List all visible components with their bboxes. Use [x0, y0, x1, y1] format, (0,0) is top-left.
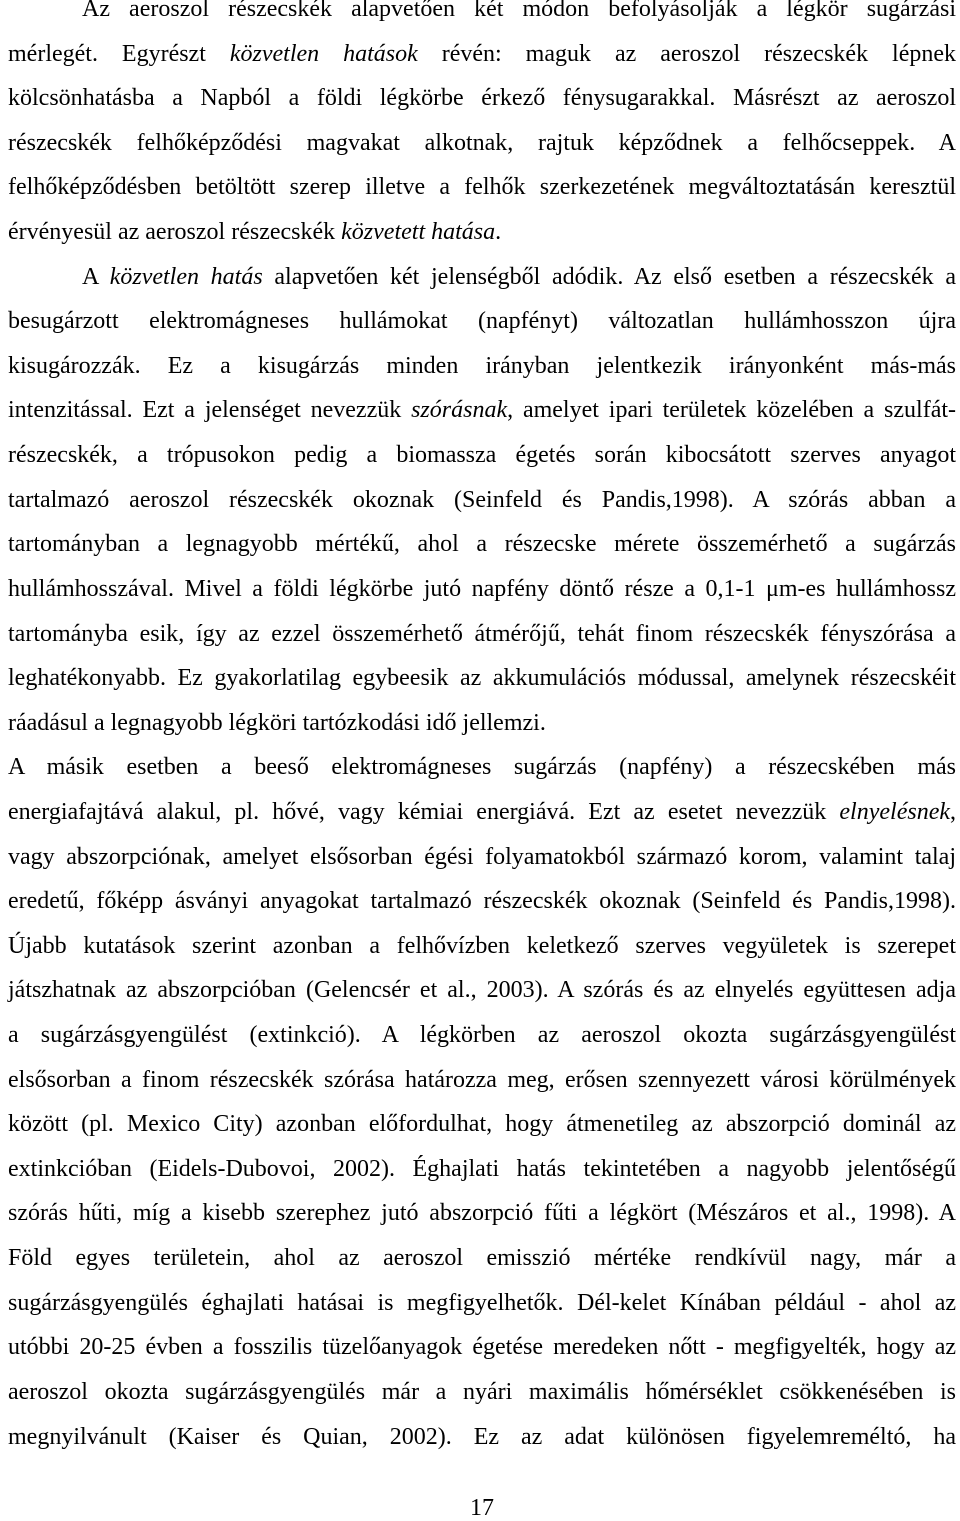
text-segment: szórás hűti, míg a kisebb szerephez jutó abszorpció fűti a légkört (Mészáros et al., 1998). A [8, 1200, 956, 1227]
text-line [8, 531, 956, 581]
text-line [8, 129, 956, 180]
text-segment: . [495, 219, 502, 246]
text-segment: extinkcióban (Eidels-Dubovoi, 2002). Éghajlati hatás tekintetében a nagyobb jelentőségű [8, 1155, 956, 1182]
text-line [8, 1022, 956, 1072]
text-segment: besugárzott elektromágneses hullámokat (napfényt) változatlan hullámhosszon újra [8, 308, 956, 335]
text-segment: eredetű, főképp ásványi anyagokat tartalmazó részecskék okoznak (Seinfeld és Pandis,1998). [8, 888, 956, 915]
text-segment: játszhatnak az abszorpcióban (Gelencsér et al., 2003). A szórás és az elnyelés együttesen adja [8, 977, 956, 1004]
text-segment: érvényesül az aeroszol részecskék [8, 219, 342, 246]
text-segment: sugárzásgyengülés éghajlati hatásai is megfigyelhetők. Dél-kelet Kínában például - ahol az [8, 1289, 956, 1316]
text-line [8, 1155, 956, 1206]
text-line [8, 85, 956, 135]
italic-term: közvetlen hatások [229, 40, 418, 67]
text-line [8, 620, 956, 671]
paragraph [8, 754, 956, 1473]
text-line [8, 442, 956, 492]
italic-term: közvetett hatása [341, 219, 496, 246]
text-line [8, 397, 957, 447]
text-segment: aeroszol okozta sugárzásgyengülés már a nyári maximális hőmérséklet csökkenésében is [8, 1378, 956, 1405]
text-segment: részecskék felhőképződési magvakat alkotnak, rajtuk képződnek a felhőcseppek. A [8, 129, 956, 156]
text-segment: Újabb kutatások szerint azonban a felhővízben keletkező szerves vegyületek is szerepet [8, 932, 956, 959]
text-segment: kisugározzák. Ez a kisugárzás minden irányban jelentkezik irányonként más-más [8, 352, 956, 379]
text-segment: energiafajtává alakul, pl. hővé, vagy kémiai energiává. Ezt az esetet nevezzük [8, 798, 840, 825]
text-line [8, 575, 956, 626]
text-line [8, 1245, 956, 1295]
text-line [8, 40, 957, 91]
text-segment: révén: maguk az aeroszol részecskék lépnek [417, 40, 957, 67]
text-segment: intenzitással. Ezt a jelenséget nevezzük [8, 397, 412, 424]
text-segment: A másik esetben a beeső elektromágneses sugárzás (napfény) a részecskében más [8, 754, 956, 781]
text-segment: tartalmazó aeroszol részecskék okoznak (Seinfeld és Pandis,1998). A szórás abban a [8, 486, 956, 513]
italic-term: elnyelésnek [839, 798, 950, 825]
text-segment: tartományban a legnagyobb mértékű, ahol a részecske mérete összemérhető a sugárzás [8, 531, 956, 558]
text-line [8, 1378, 956, 1429]
paragraph [8, 1, 956, 269]
text-segment: alapvetően két jelenségből adódik. Az első esetben a részecskék a [262, 263, 956, 290]
text-segment: Föld egyes területein, ahol az aeroszol emisszió mértéke rendkívül nagy, már a [8, 1245, 956, 1272]
text-line [8, 1334, 956, 1384]
text-line [8, 1, 956, 46]
text-segment: hullámhosszával. Mivel a földi légkörbe jutó napfény döntő része a 0,1-1 μm-es hullámhossz [8, 575, 956, 602]
text-segment: Az aeroszol részecskék alapvetően két módon befolyásolják a légkör sugárzási [82, 0, 956, 22]
text-line [8, 665, 956, 715]
body-text [8, 1, 956, 1473]
text-line [8, 219, 956, 269]
text-line [8, 932, 956, 983]
text-line [8, 843, 956, 894]
text-segment: tartományba esik, így az ezzel összemérhető átmérőjű, tehát finom részecskék fényszórása a [8, 620, 956, 647]
text-line [8, 754, 956, 804]
text-segment: , [950, 798, 956, 825]
text-line [8, 798, 956, 849]
text-line [8, 263, 956, 314]
text-line [8, 1066, 956, 1117]
text-line [8, 352, 956, 403]
text-line [8, 1111, 956, 1161]
text-segment: elsősorban a finom részecskék szórása határozza meg, erősen szennyezett városi körülmények [8, 1066, 956, 1093]
text-line [8, 977, 956, 1027]
text-line [8, 308, 956, 358]
text-segment: között (pl. Mexico City) azonban előfordulhat, hogy átmenetileg az abszorpció dominál az [8, 1111, 956, 1138]
text-segment: ráadásul a legnagyobb légköri tartózkodási idő jellemzi. [8, 709, 546, 736]
text-segment: mérlegét. Egyrészt [8, 40, 230, 67]
text-line [8, 1289, 956, 1340]
text-segment: A [82, 263, 110, 290]
text-segment: , amelyet ipari területek közelében a szulfát- [507, 397, 957, 424]
text-line [8, 888, 956, 938]
text-line [8, 486, 956, 537]
text-segment: megnyilvánult (Kaiser és Quian, 2002). Ez az adat különösen figyelemreméltó, ha [8, 1423, 956, 1450]
text-segment: leghatékonyabb. Ez gyakorlatilag egybeesik az akkumulációs módussal, amelynek részecskéit [8, 665, 956, 692]
text-line [8, 174, 956, 224]
text-segment: kölcsönhatásba a Napból a földi légkörbe érkező fénysugarakkal. Másrészt az aeroszol [8, 85, 956, 112]
italic-term: közvetlen hatás [109, 263, 263, 290]
text-segment: a sugárzásgyengülést (extinkció). A légkörben az aeroszol okozta sugárzásgyengülést [8, 1022, 956, 1049]
italic-term: szórásnak [411, 397, 508, 424]
paragraph [8, 263, 957, 760]
text-segment: felhőképződésben betöltött szerep illetve a felhők szerkezetének megváltoztatásán keresztül [8, 174, 956, 201]
text-segment: vagy abszorpciónak, amelyet elsősorban égési folyamatokból származó korom, valamint talaj [8, 843, 956, 870]
text-segment: utóbbi 20-25 évben a fosszilis tüzelőanyagok égetése meredeken nőtt - megfigyelték, hogy az [8, 1334, 956, 1361]
page-number: 17 [470, 1495, 494, 1521]
text-line [8, 709, 956, 760]
text-line [8, 1423, 956, 1474]
text-segment: részecskék, a trópusokon pedig a biomassza égetés során kibocsátott szerves anyagot [8, 442, 956, 469]
text-line [8, 1200, 956, 1250]
